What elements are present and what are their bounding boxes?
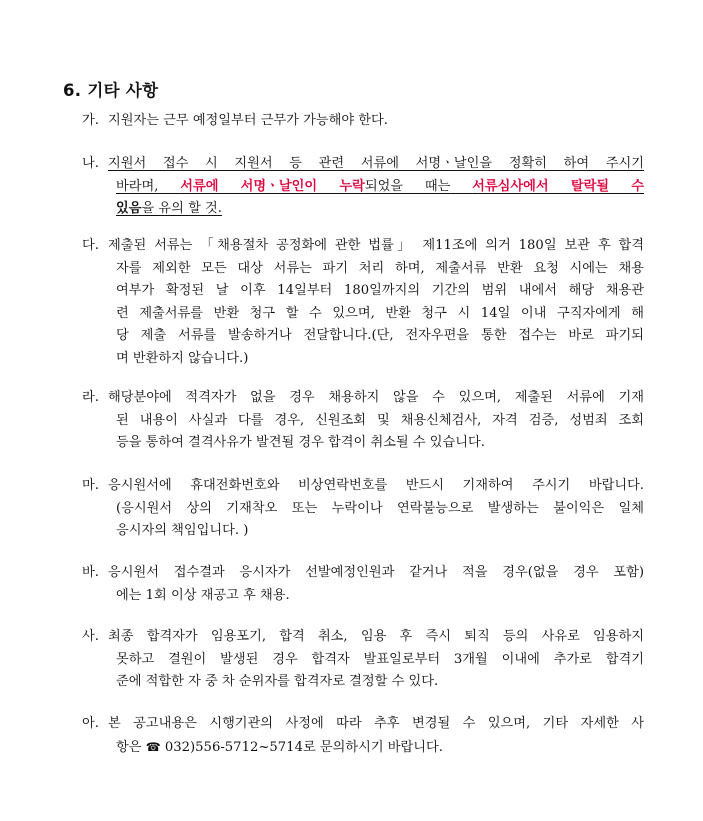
phone-text: 032)556-5712~5714로 문의하시기 바랍니다.	[164, 739, 443, 755]
item-line: 준에 적합한 자 중 차 순위자를 합격자로 결정할 수 있다.	[116, 674, 439, 689]
item-line: 며 반환하지 않습니다.)	[116, 350, 249, 366]
item-line: 해당분야에 적격자가 없을 경우 채용하지 않을 수 있으며, 제출된 서류에 기재	[108, 390, 644, 405]
item-line: 등을 통하여 결격사유가 발견될 경우 합격이 취소될 수 있습니다.	[116, 435, 485, 450]
item-line: 자를 제외한 모든 대상 서류는 파기 처리 하며, 제출서류 반환 요청 시에는 채용	[116, 260, 644, 276]
item-line: 된 내용이 사실과 다를 경우, 신원조회 및 채용신체검사, 자격 검증, 성범죄 조회	[116, 412, 644, 428]
text-span: 바라며,	[116, 178, 159, 194]
item-line: 응시자의 책임입니다. )	[116, 523, 249, 538]
item-line: 응시원서에 휴대전화번호와 비상연락번호를 반드시 기재하여 주시기 바랍니다.	[108, 478, 644, 493]
item-ga	[82, 110, 644, 133]
section-title: 6. 기타 사항	[63, 81, 159, 100]
item-na	[82, 153, 644, 221]
item-ba	[82, 562, 644, 607]
item-line: 여부가 확정된 날 이후 14일부터 180일까지의 기간의 범위 내에서 해당 채용관	[116, 283, 644, 298]
item-line	[108, 176, 644, 199]
item-line: 지원서 접수 시 지원서 등 관련 서류에 서명ㆍ날인을 정확히 하여 주시기	[108, 156, 644, 171]
phone-icon: ☎	[145, 739, 161, 754]
item-sa	[82, 626, 644, 694]
item-line: 제출된 서류는 「채용절차 공정화에 관한 법률」 제11조에 의거 180일 보관 후 합격	[108, 238, 644, 253]
item-text: 지원자는 근무 예정일부터 근무가 가능해야 한다.	[108, 113, 388, 128]
item-line: 련 제출서류를 반환 청구 할 수 있으며, 반환 청구 시 14일 이내 구직자에게 해	[116, 305, 644, 321]
item-line: 최종 합격자가 임용포기, 합격 취소, 임용 후 즉시 퇴직 등의 사유로 임용하지	[108, 629, 644, 644]
item-marker: 사.	[82, 629, 99, 644]
item-ma	[82, 475, 644, 543]
text-span: 을 유의 할 것.	[141, 201, 222, 216]
text-span: 되었을 때는	[364, 178, 451, 194]
item-marker: 아.	[82, 716, 99, 731]
text-span: 항은	[116, 739, 142, 755]
item-line: 못하고 결원이 발생된 경우 합격자 발표일로부터 3개월 이내에 추가로 합격기	[116, 651, 644, 667]
item-a	[82, 713, 644, 759]
item-line: 응시원서 접수결과 응시자가 선발예정인원과 같거나 적을 경우(없을 경우 포함)	[108, 565, 644, 580]
highlight-disqualified: 서류심사에서 탈락될 수	[472, 178, 644, 194]
item-line	[108, 736, 644, 760]
item-line: (응시원서 상의 기재착오 또는 누락이나 연락불능으로 발생하는 불이익은 일체	[116, 500, 644, 516]
emphasis-text: 있음	[116, 201, 142, 216]
highlight-missing-signature: 서류에 서명ㆍ날인이 누락	[180, 178, 365, 194]
item-marker: 마.	[82, 478, 99, 493]
item-line: 에는 1회 이상 재공고 후 채용.	[116, 587, 290, 603]
item-da	[82, 235, 644, 370]
item-marker: 바.	[82, 565, 99, 580]
item-marker: 나.	[82, 156, 99, 171]
item-marker: 라.	[82, 390, 99, 405]
item-ra	[82, 387, 644, 455]
item-line: 본 공고내용은 시행기관의 사정에 따라 추후 변경될 수 있으며, 기타 자세한 사	[108, 716, 644, 731]
item-marker: 다.	[82, 238, 99, 253]
item-marker: 가.	[82, 113, 99, 128]
item-line	[108, 198, 644, 221]
item-line: 당 제출 서류를 발송하거나 전달합니다.(단, 전자우편을 통한 접수는 바로 파기되	[116, 328, 644, 343]
